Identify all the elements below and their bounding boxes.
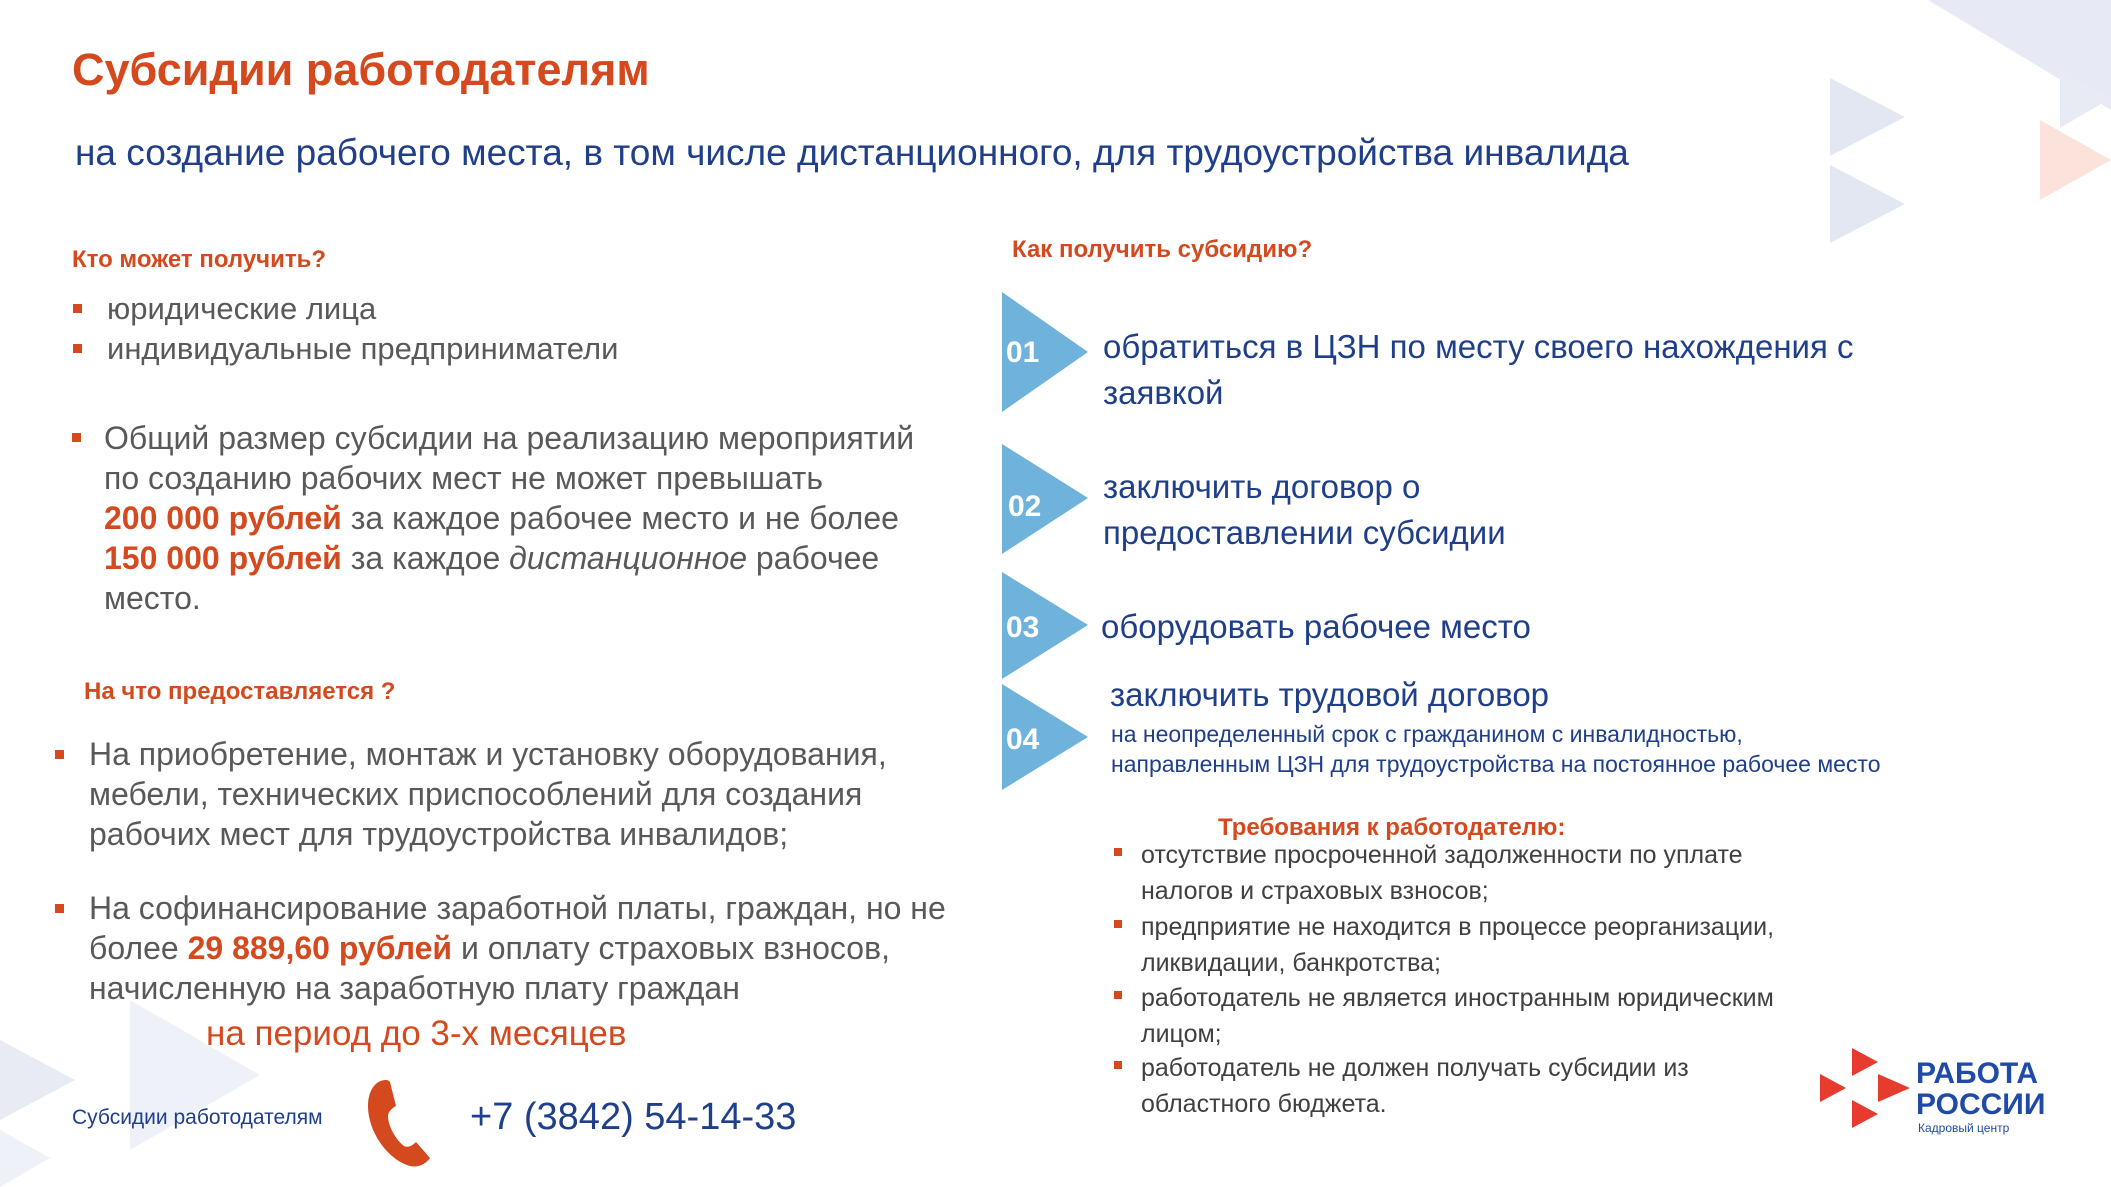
bullet-icon xyxy=(55,750,64,759)
footer-label: Субсидии работодателям xyxy=(72,1106,323,1129)
bullet-icon xyxy=(1114,1061,1122,1069)
step-number: 03 xyxy=(1006,611,1040,644)
who-heading: Кто может получить? xyxy=(72,246,327,273)
step-number: 01 xyxy=(1006,336,1040,369)
sum-remote: 150 000 рублей xyxy=(104,540,342,576)
who-item: юридические лица xyxy=(107,291,377,326)
purpose-line: На софинансирование заработной платы, граждан, но не xyxy=(89,890,946,926)
purpose-line: рабочих мест для трудоустройства инвалидов; xyxy=(89,816,789,852)
page-subtitle: на создание рабочего места, в том числе дистанционного, для трудоустройства инвалида xyxy=(75,132,1629,173)
brand-name: РАБОТА РОССИИ xyxy=(1916,1057,2046,1121)
requirement-line: ликвидации, банкротства; xyxy=(1141,949,1441,977)
sum-workplace: 200 000 рублей xyxy=(104,500,342,536)
purpose-line: начисленную на заработную плату граждан xyxy=(89,970,740,1006)
bullet-icon xyxy=(73,304,82,313)
amount-line: по созданию рабочих мест не может превышать xyxy=(104,460,823,496)
bullet-icon xyxy=(72,433,81,442)
amount-line: 200 000 рублей за каждое рабочее место и не более xyxy=(104,500,899,536)
brand-tagline: Кадровый центр xyxy=(1918,1121,2010,1135)
bullet-icon xyxy=(1114,920,1122,928)
step-text: предоставлении субсидии xyxy=(1103,514,1506,551)
amount-line: место. xyxy=(104,580,201,616)
step-detail: направленным ЦЗН для трудоустройства на постоянное рабочее место xyxy=(1111,751,1881,777)
requirement-line: отсутствие просроченной задолженности по уплате xyxy=(1141,841,1743,869)
bullet-icon xyxy=(55,904,64,913)
step-text: заключить договор о xyxy=(1103,468,1421,505)
page-title: Субсидии работодателям xyxy=(72,44,650,95)
requirement-line: лицом; xyxy=(1141,1020,1222,1048)
purpose-line: мебели, технических приспособлений для создания xyxy=(89,776,863,812)
requirement-line: работодатель не должен получать субсидии из xyxy=(1141,1054,1689,1082)
requirement-line: предприятие не находится в процессе реорганизации, xyxy=(1141,913,1775,941)
bullet-icon xyxy=(1114,991,1122,999)
requirement-line: областного бюджета. xyxy=(1141,1090,1387,1118)
purpose-line: На приобретение, монтаж и установку оборудования, xyxy=(89,736,887,772)
sum-salary: 29 889,60 рублей xyxy=(187,930,453,966)
step-text: обратиться в ЦЗН по месту своего нахождения с xyxy=(1103,328,1854,365)
purpose-heading: На что предоставляется ? xyxy=(84,678,396,705)
how-heading: Как получить субсидию? xyxy=(1012,236,1313,263)
requirement-line: налогов и страховых взносов; xyxy=(1141,877,1489,905)
requirement-line: работодатель не является иностранным юридическим xyxy=(1141,984,1774,1012)
bullet-icon xyxy=(73,344,82,353)
bullet-icon xyxy=(1114,848,1122,856)
period-text: на период до 3-х месяцев xyxy=(206,1014,627,1053)
amount-line: 150 000 рублей за каждое дистанционное рабочее xyxy=(104,540,880,576)
step-number: 04 xyxy=(1006,723,1040,756)
step-number: 02 xyxy=(1008,490,1042,523)
amount-line: Общий размер субсидии на реализацию мероприятий xyxy=(104,420,915,456)
step-text: заключить трудовой договор xyxy=(1110,676,1550,713)
who-item: индивидуальные предприниматели xyxy=(107,331,619,366)
phone-number[interactable]: +7 (3842) 54-14-33 xyxy=(470,1096,797,1138)
phone-icon xyxy=(366,1076,432,1170)
logo-icon xyxy=(1816,1044,1914,1132)
step-text: оборудовать рабочее место xyxy=(1101,608,1531,645)
purpose-line: более 29 889,60 рублей и оплату страховых взносов, xyxy=(89,930,890,966)
step-text: заявкой xyxy=(1103,374,1224,411)
requirements-heading: Требования к работодателю: xyxy=(1218,814,1566,841)
step-detail: на неопределенный срок с гражданином с инвалидностью, xyxy=(1111,721,1743,747)
